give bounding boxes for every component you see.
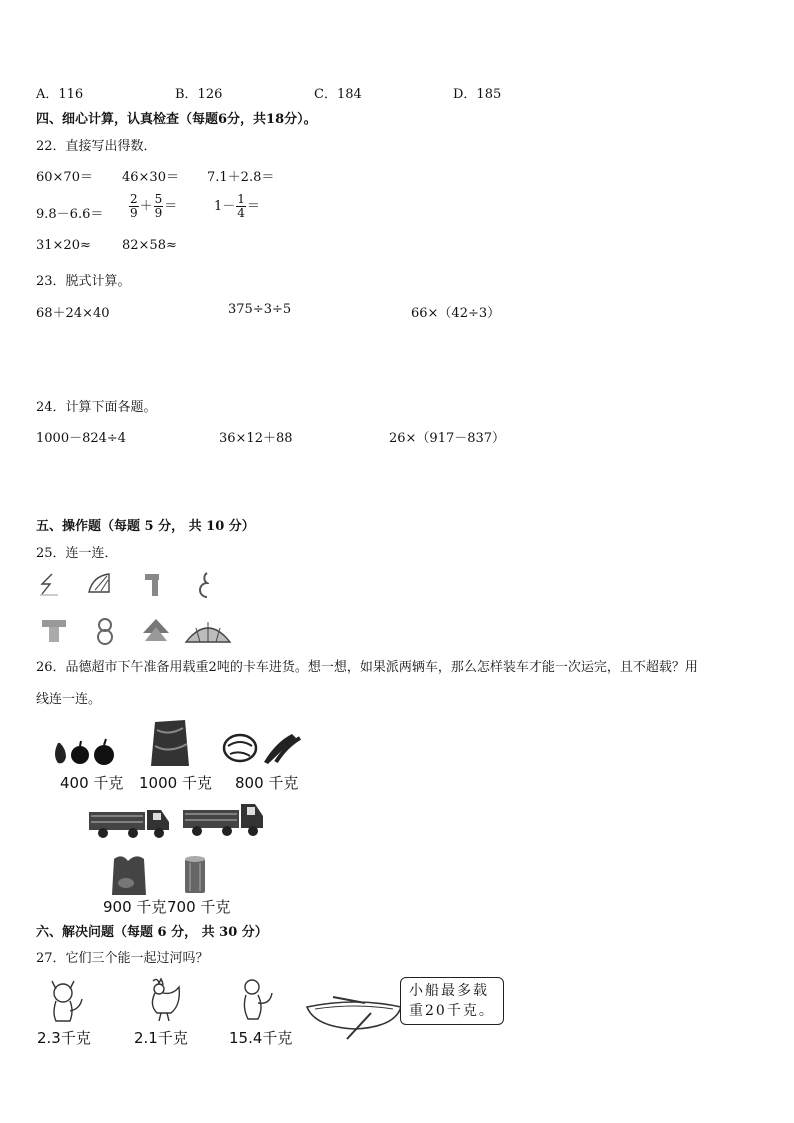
weight-label: 700 千克 xyxy=(167,898,231,916)
section-6-heading: 六、解决问题（每题 6 分， 共 30 分） xyxy=(36,925,268,940)
container-image xyxy=(181,855,209,897)
section-4-heading: 四、细心计算，认真检查（每题6分，共18分）。 xyxy=(36,112,317,127)
q22-item-8: 82×58≈ xyxy=(122,238,177,253)
half-figure-eight-shape xyxy=(195,570,209,598)
rice-sack-image xyxy=(108,853,150,899)
monkey-image xyxy=(236,977,276,1025)
weight-label: 2.1千克 xyxy=(134,1029,188,1047)
q24-item-3: 26×（917－837） xyxy=(389,431,506,446)
half-lightning-shape xyxy=(38,572,60,596)
fraction: $\frac{2}{9}$ xyxy=(130,192,138,220)
rooster-image xyxy=(141,975,185,1025)
weight-label: 800 千克 xyxy=(235,774,299,792)
q22-item-3: 7.1＋2.8＝ xyxy=(207,170,275,185)
umbrella-shape xyxy=(184,620,232,646)
option-c: C．184 xyxy=(314,87,362,102)
truck-left-image xyxy=(87,800,173,842)
fraction: $\frac{5}{9}$ xyxy=(154,192,163,220)
fruit-image xyxy=(48,737,118,767)
option-b: B．126 xyxy=(175,87,223,102)
q27-title: 27．它们三个能一起过河吗？ xyxy=(36,951,209,966)
q22-title: 22．直接写出得数． xyxy=(36,139,157,154)
weight-label: 400 千克 xyxy=(60,774,124,792)
q23-item-3: 66×（42÷3） xyxy=(411,306,501,321)
q26-text-line-2: 线连一连。 xyxy=(36,692,102,707)
q24-item-2: 36×12＋88 xyxy=(219,431,293,446)
q22-item-7: 31×20≈ xyxy=(36,238,91,253)
weight-label: 15.4千克 xyxy=(229,1029,293,1047)
boat-image xyxy=(305,993,405,1043)
weight-label: 900 千克 xyxy=(103,898,167,916)
q24-item-1: 1000－824÷4 xyxy=(36,431,127,446)
fraction: $\frac{1}{4}$ xyxy=(237,192,245,220)
option-d: D．185 xyxy=(453,87,502,102)
weight-label: 1000 千克 xyxy=(139,774,212,792)
snowman-shape xyxy=(95,617,115,645)
q23-item-2: 375÷3÷5 xyxy=(228,302,292,317)
section-5-heading: 五、操作题（每题 5 分， 共 10 分） xyxy=(36,519,255,534)
q22-item-6: 1－ $\frac{1}{4}$ ＝ xyxy=(214,192,260,220)
weight-label: 2.3千克 xyxy=(37,1029,91,1047)
q25-title: 25．连一连． xyxy=(36,546,118,561)
bubble-line-2: 重20千克。 xyxy=(409,1003,495,1019)
speech-bubble xyxy=(400,977,504,1025)
tree-shape xyxy=(141,617,171,645)
option-a: A．116 xyxy=(36,87,84,102)
flour-sack-image xyxy=(147,716,193,770)
q22-item-2: 46×30＝ xyxy=(122,170,179,185)
cat-image xyxy=(42,977,86,1025)
truck-right-image xyxy=(181,798,267,840)
bubble-line-1: 小船最多载 xyxy=(409,983,489,999)
q23-title: 23．脱式计算。 xyxy=(36,274,131,289)
half-mushroom-shape xyxy=(143,572,161,598)
mushroom-shape xyxy=(40,618,68,644)
q24-title: 24．计算下面各题。 xyxy=(36,400,157,415)
q26-text-line-1: 26．品德超市下午准备用载重2吨的卡车进货。想一想，如果派两辆车，那么怎样装车才能一次运完，且不超载？用 xyxy=(36,660,698,675)
q22-item-1: 60×70＝ xyxy=(36,170,93,185)
vegetables-image xyxy=(220,728,304,768)
q22-item-5: $\frac{2}{9}$ ＋ $\frac{5}{9}$ ＝ xyxy=(130,192,178,220)
half-umbrella-shape xyxy=(87,572,113,596)
q23-item-1: 68＋24×40 xyxy=(36,306,110,321)
q22-item-4: 9.8－6.6＝ xyxy=(36,207,104,222)
